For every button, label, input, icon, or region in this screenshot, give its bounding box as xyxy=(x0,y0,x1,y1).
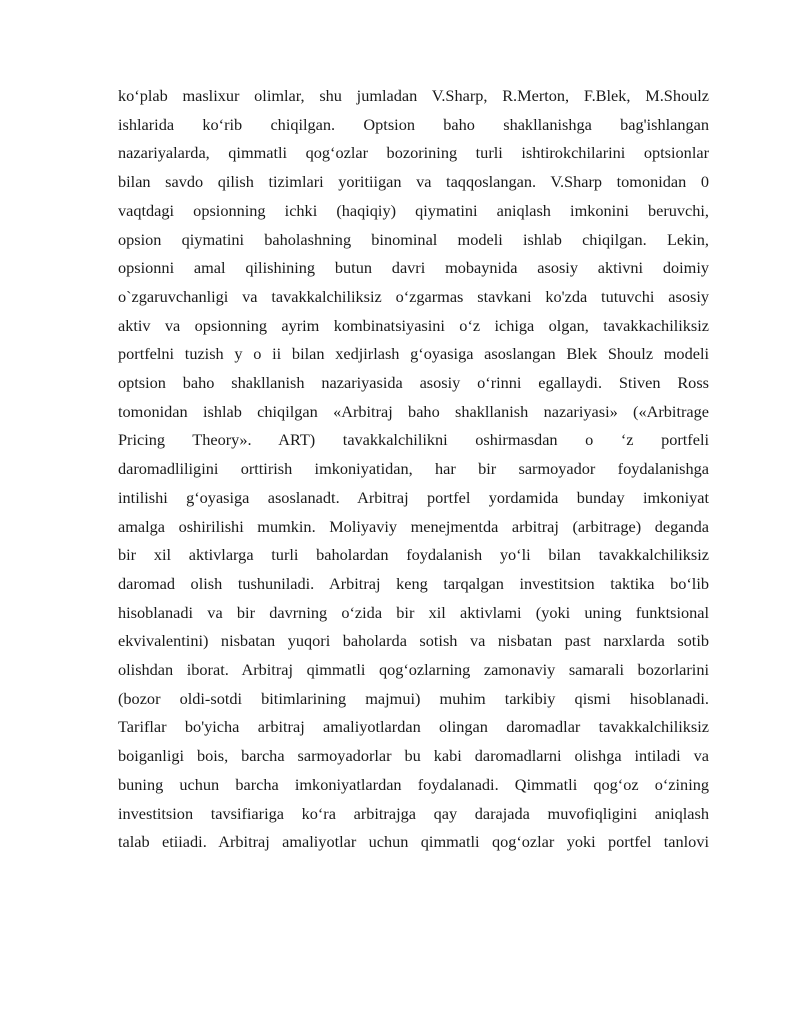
text-line: optsion baho shakllanish nazariyasida asosiy o‘rinni egallaydi. Stiven Ross xyxy=(118,373,709,393)
text-line: ishlarida ko‘rib chiqilgan. Optsion baho shakllanishga bag'ishlangan xyxy=(118,114,709,134)
text-line: Pricing Theory». ART) tavakkalchilikni oshirmasdan o ‘z portfeli xyxy=(118,430,709,450)
text-line: Tariflar bo'yicha arbitraj amaliyotlardan olingan daromadlar tavakkalchiliksiz xyxy=(118,717,709,737)
text-line: portfelni tuzish y o ii bilan xedjirlash g‘oyasiga asoslangan Blek Shoulz modeli xyxy=(118,344,709,364)
text-line: (bozor oldi-sotdi bitimlarining majmui) muhim tarkibiy qismi hisoblanadi. xyxy=(118,688,709,708)
text-line: bir xil aktivlarga turli baholardan foydalanish yo‘li bilan tavakkalchiliksiz xyxy=(118,545,709,565)
text-line: talab etiiadi. Arbitraj amaliyotlar uchun qimmatli qog‘ozlar yoki portfel tanlovi xyxy=(118,832,709,852)
text-line: aktiv va opsionning ayrim kombinatsiyasini o‘z ichiga olgan, tavakkachiliksiz xyxy=(118,315,709,335)
text-line: vaqtdagi opsionning ichki (haqiqiy) qiymatini aniqlash imkonini beruvchi, xyxy=(118,200,709,220)
text-line: amalga oshirilishi mumkin. Moliyaviy menejmentda arbitraj (arbitrage) deganda xyxy=(118,516,709,536)
text-line: hisoblanadi va bir davrning o‘zida bir xil aktivlami (yoki uning funktsional xyxy=(118,602,709,622)
text-line: nazariyalarda, qimmatli qog‘ozlar bozorining turli ishtirokchilarini optsionlar xyxy=(118,143,709,163)
text-line: opsionni amal qilishining butun davri mobaynida asosiy aktivni doimiy xyxy=(118,258,709,278)
body-paragraph xyxy=(118,82,709,857)
text-line: bilan savdo qilish tizimlari yoritiigan va taqqoslangan. V.Sharp tomonidan 0 xyxy=(118,172,709,192)
text-line: ekvivalentini) nisbatan yuqori baholarda sotish va nisbatan past narxlarda sotib xyxy=(118,631,709,651)
text-line: ko‘plab maslixur olimlar, shu jumladan V.Sharp, R.Merton, F.Blek, M.Shoulz xyxy=(118,86,709,105)
text-line: o`zgaruvchanligi va tavakkalchiliksiz o‘zgarmas stavkani ko'zda tutuvchi asosiy xyxy=(118,286,709,306)
text-line: opsion qiymatini baholashning binominal modeli ishlab chiqilgan. Lekin, xyxy=(118,229,709,249)
text-line: daromad olish tushuniladi. Arbitraj keng tarqalgan investitsion taktika bo‘lib xyxy=(118,573,709,593)
text-line: boiganligi bois, barcha sarmoyadorlar bu kabi daromadlarni olishga intiladi va xyxy=(118,746,709,766)
text-line: investitsion tavsifiariga ko‘ra arbitrajga qay darajada muvofiqligini aniqlash xyxy=(118,803,709,823)
text-line: daromadliligini orttirish imkoniyatidan, har bir sarmoyador foydalanishga xyxy=(118,459,709,479)
text-line: intilishi g‘oyasiga asoslanadt. Arbitraj portfel yordamida bunday imkoniyat xyxy=(118,487,709,507)
text-line: buning uchun barcha imkoniyatlardan foydalanadi. Qimmatli qog‘oz o‘zining xyxy=(118,774,709,794)
text-line: olishdan iborat. Arbitraj qimmatli qog‘ozlarning zamonaviy samarali bozorlarini xyxy=(118,660,709,680)
text-line: tomonidan ishlab chiqilgan «Arbitraj baho shakllanish nazariyasi» («Arbitrage xyxy=(118,401,709,421)
